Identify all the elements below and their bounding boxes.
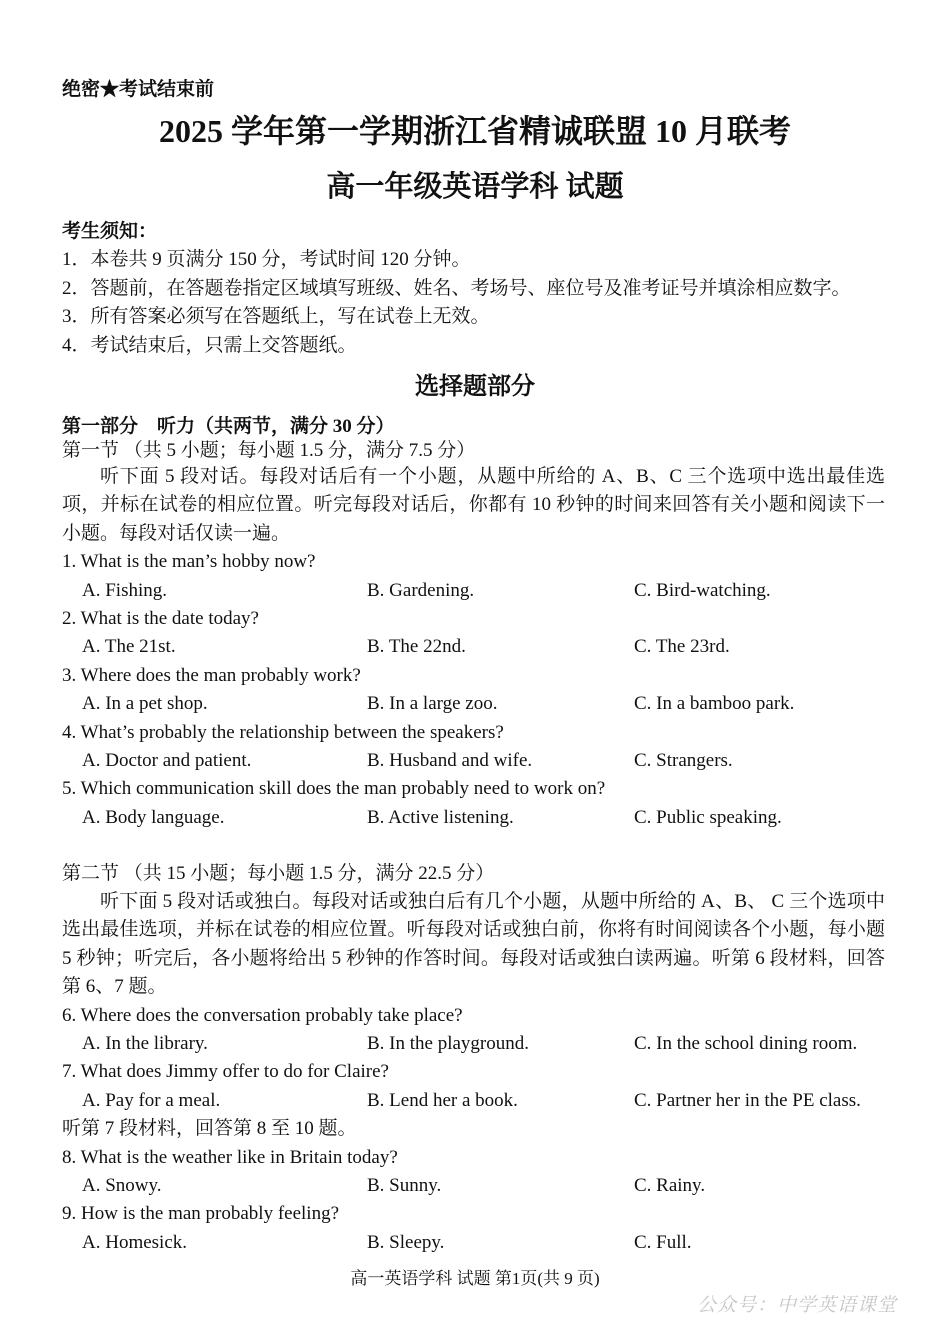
option-a: A. In a pet shop. — [82, 693, 208, 715]
option-a: A. Doctor and patient. — [82, 750, 252, 772]
question-stem: 2. What is the date today? — [62, 608, 259, 630]
section2-instruction-text: 听下面 5 段对话或独白。每段对话或独白后有几个小题，从题中所给的 A、B、 C 三个选项中选出最佳选项，并标在试卷的相应位置。听每段对话或独白前，你将有时间阅读各个小题，每小题 5 秒钟；听完后，各小题将给出 5 秒钟的作答时间。每段对话或独白读两遍。 — [62, 891, 885, 969]
question-stem: 6. Where does the conversation probably take place? — [62, 1004, 463, 1026]
question-4 — [62, 719, 885, 776]
options-row — [62, 577, 885, 605]
option-b: B. In the playground. — [367, 1033, 530, 1055]
notice-heading: 考生须知： — [62, 221, 158, 242]
option-a: A. In the library. — [82, 1033, 208, 1055]
section2-heading: 第二节 （共 15 小题；每小题 1.5 分，满分 22.5 分） — [62, 863, 495, 884]
option-c: C. In a bamboo park. — [634, 693, 795, 715]
exam-subtitle: 高一年级英语学科 试题 — [326, 171, 624, 203]
group-instruction: 听第 6 段材料，回答第 6、7 题。 — [62, 947, 885, 998]
option-b: B. Gardening. — [367, 579, 475, 601]
question-stem: 8. What is the weather like in Britain today? — [62, 1146, 398, 1168]
options-row — [62, 690, 885, 718]
option-a: A. Body language. — [82, 806, 225, 828]
option-b: B. Husband and wife. — [367, 750, 533, 772]
group-instruction: 听第 7 段材料，回答第 8 至 10 题。 — [62, 1118, 357, 1140]
options-row — [62, 1172, 885, 1200]
question-stem: 7. What does Jimmy offer to do for Claire? — [62, 1061, 389, 1083]
options-row — [62, 804, 885, 832]
notice-item: 4．考试结束后，只需上交答题纸。 — [62, 334, 357, 356]
option-c: C. In the school dining room. — [634, 1033, 858, 1055]
options-row — [62, 1087, 885, 1115]
option-c: C. Partner her in the PE class. — [634, 1089, 861, 1111]
exam-title: 2025 学年第一学期浙江省精诚联盟 10 月联考 — [158, 113, 791, 149]
option-c: C. Strangers. — [634, 750, 733, 772]
option-c: C. The 23rd. — [634, 636, 730, 658]
section2-instructions — [62, 888, 885, 1002]
option-b: B. The 22nd. — [367, 636, 466, 658]
confidential-label: 绝密★考试结束前 — [62, 79, 215, 100]
section1-heading: 第一节 （共 5 小题；每小题 1.5 分，满分 7.5 分） — [62, 440, 476, 461]
part1-listening — [62, 415, 885, 832]
option-a: A. The 21st. — [82, 636, 176, 658]
question-9 — [62, 1200, 885, 1257]
options-row — [62, 1030, 885, 1058]
option-a: A. Snowy. — [82, 1175, 162, 1197]
question-stem: 9. How is the man probably feeling? — [62, 1203, 340, 1225]
notice-item: 1．本卷共 9 页满分 150 分，考试时间 120 分钟。 — [62, 249, 471, 271]
option-c: C. Public speaking. — [634, 806, 782, 828]
option-c: C. Rainy. — [634, 1175, 706, 1197]
question-stem: 5. Which communication skill does the man probably need to work on? — [62, 778, 606, 800]
option-a: A. Pay for a meal. — [82, 1089, 221, 1111]
question-stem: 4. What’s probably the relationship between the speakers? — [62, 721, 504, 743]
option-c: C. Bird-watching. — [634, 579, 771, 601]
question-1 — [62, 548, 885, 605]
option-a: A. Fishing. — [82, 579, 167, 601]
option-b: B. Lend her a book. — [367, 1089, 518, 1111]
options-row — [62, 747, 885, 775]
section-title: 选择题部分 — [415, 374, 535, 400]
option-b: B. In a large zoo. — [367, 693, 498, 715]
question-2 — [62, 605, 885, 662]
notice-item: 2．答题前，在答题卷指定区域填写班级、姓名、考场号、座位号及准考证号并填涂相应数字。 — [62, 277, 851, 299]
question-7 — [62, 1058, 885, 1115]
option-c: C. Full. — [634, 1231, 692, 1253]
question-6 — [62, 1002, 885, 1059]
question-stem: 1. What is the man’s hobby now? — [62, 551, 316, 573]
option-a: A. Homesick. — [82, 1231, 188, 1253]
option-b: B. Sleepy. — [367, 1231, 445, 1253]
question-8 — [62, 1144, 885, 1201]
watermark: 公众号：中学英语课堂 — [697, 1295, 898, 1316]
options-row — [62, 1229, 885, 1257]
section1-instructions: 听下面 5 段对话。每段对话后有一个小题，从题中所给的 A、B、C 三个选项中选出最佳选项，并标在试卷的相应位置。听完每段对话后，你都有 10 秒钟的时间来回答有关小题和阅读下一小题。每段对话仅读一遍。 — [62, 466, 885, 544]
question-stem: 3. Where does the man probably work? — [62, 664, 361, 686]
candidate-notice — [62, 218, 885, 360]
question-5 — [62, 775, 885, 832]
section2-listening — [62, 862, 885, 1257]
notice-item: 3．所有答案必须写在答题纸上，写在试卷上无效。 — [62, 306, 490, 328]
option-b: B. Active listening. — [367, 806, 514, 828]
part-heading: 第一部分 听力（共两节，满分 30 分） — [62, 416, 395, 437]
page-footer: 高一英语学科 试题 第1页(共 9 页) — [350, 1269, 600, 1288]
question-3 — [62, 662, 885, 719]
options-row — [62, 633, 885, 661]
option-b: B. Sunny. — [367, 1175, 442, 1197]
